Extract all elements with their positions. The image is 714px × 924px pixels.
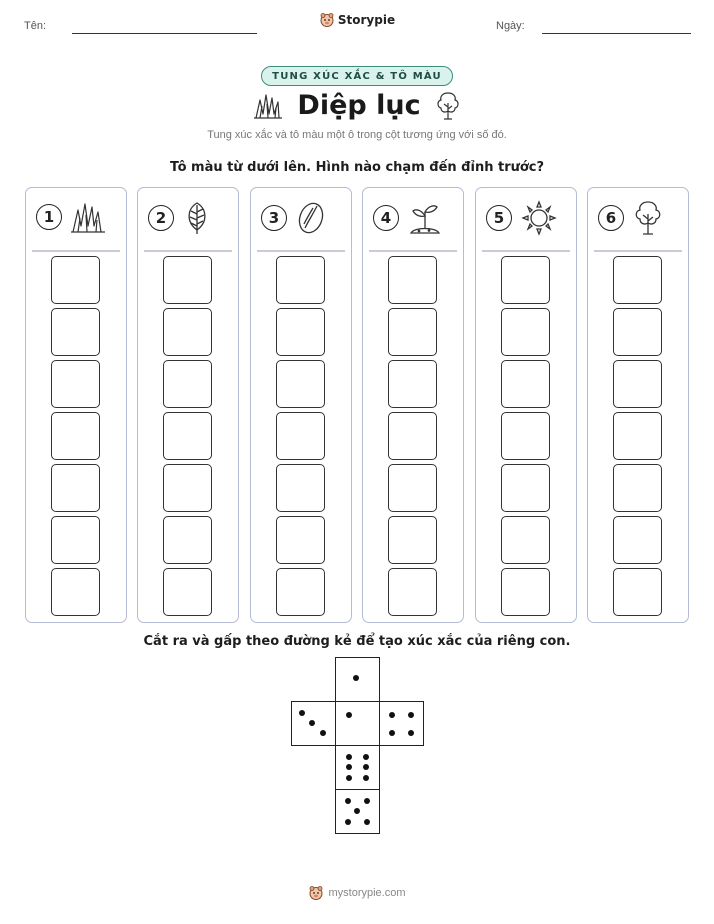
color-cell[interactable] — [388, 568, 437, 616]
cut-instruction: Cắt ra và gấp theo đường kẻ để tạo xúc xắc của riêng con. — [143, 634, 571, 649]
page-title: Diệp lục — [297, 90, 421, 121]
column-divider — [369, 250, 457, 252]
pip — [346, 775, 352, 781]
pip — [320, 730, 326, 736]
pip — [363, 775, 369, 781]
color-cell[interactable] — [276, 516, 325, 564]
tree-icon — [632, 200, 664, 236]
name-line — [72, 33, 257, 34]
column-4 — [362, 187, 464, 623]
color-cell[interactable] — [276, 568, 325, 616]
dice-face-5 — [335, 789, 380, 834]
storypie-mascot-icon — [308, 885, 324, 901]
column-3 — [250, 187, 352, 623]
color-cell[interactable] — [163, 464, 212, 512]
footer-url[interactable]: mystorypie.com — [328, 887, 406, 899]
column-6 — [587, 187, 689, 623]
pip — [364, 819, 370, 825]
date-line — [542, 33, 691, 34]
brand-name: Storypie — [337, 13, 396, 27]
color-cell[interactable] — [388, 516, 437, 564]
dice-face-1 — [335, 657, 380, 702]
color-cell[interactable] — [51, 412, 100, 460]
color-cell[interactable] — [51, 464, 100, 512]
color-cell[interactable] — [276, 308, 325, 356]
pip — [389, 712, 395, 718]
seed-icon — [295, 200, 327, 236]
dice-face-2 — [335, 701, 380, 746]
color-cell[interactable] — [276, 464, 325, 512]
color-cell[interactable] — [388, 308, 437, 356]
column-1 — [25, 187, 127, 623]
column-5 — [475, 187, 577, 623]
pip — [345, 819, 351, 825]
leaf-icon — [182, 200, 212, 236]
color-cell[interactable] — [163, 256, 212, 304]
color-cell[interactable] — [51, 360, 100, 408]
pip — [364, 798, 370, 804]
sun-icon — [520, 200, 558, 236]
color-cell[interactable] — [388, 464, 437, 512]
color-cell[interactable] — [51, 308, 100, 356]
color-cell[interactable] — [613, 412, 662, 460]
color-cell[interactable] — [163, 412, 212, 460]
pip — [363, 754, 369, 760]
pip — [354, 808, 360, 814]
pip — [363, 764, 369, 770]
dice-face-4 — [379, 701, 424, 746]
color-cell[interactable] — [613, 360, 662, 408]
color-cell[interactable] — [613, 516, 662, 564]
color-cell[interactable] — [388, 360, 437, 408]
color-cell[interactable] — [501, 412, 550, 460]
color-cell[interactable] — [276, 256, 325, 304]
footer — [0, 885, 714, 901]
column-number: 6 — [598, 205, 624, 231]
brand-logo — [0, 12, 714, 28]
color-cell[interactable] — [501, 360, 550, 408]
dice-face-6 — [335, 745, 380, 790]
color-cell[interactable] — [51, 256, 100, 304]
pip — [346, 712, 352, 718]
name-label: Tên: — [24, 20, 47, 32]
color-cell[interactable] — [388, 256, 437, 304]
pip — [353, 675, 359, 681]
color-cell[interactable] — [613, 308, 662, 356]
column-number: 2 — [148, 205, 174, 231]
pip — [345, 798, 351, 804]
column-number: 4 — [373, 205, 399, 231]
column-divider — [257, 250, 345, 252]
pip — [408, 712, 414, 718]
column-divider — [482, 250, 570, 252]
pip — [389, 730, 395, 736]
color-cell[interactable] — [613, 464, 662, 512]
sprout-icon — [407, 200, 443, 236]
column-divider — [144, 250, 232, 252]
column-2 — [137, 187, 239, 623]
coloring-instruction: Tô màu từ dưới lên. Hình nào chạm đến đỉnh trước? — [169, 160, 545, 175]
coloring-columns — [25, 187, 690, 623]
color-cell[interactable] — [501, 516, 550, 564]
column-divider — [594, 250, 682, 252]
pip — [346, 764, 352, 770]
color-cell[interactable] — [276, 360, 325, 408]
color-cell[interactable] — [613, 256, 662, 304]
color-cell[interactable] — [501, 256, 550, 304]
color-cell[interactable] — [501, 464, 550, 512]
color-cell[interactable] — [163, 516, 212, 564]
column-number: 5 — [486, 205, 512, 231]
color-cell[interactable] — [163, 360, 212, 408]
pip — [309, 720, 315, 726]
color-cell[interactable] — [51, 516, 100, 564]
grass-icon — [70, 200, 106, 234]
pip — [299, 710, 305, 716]
color-cell[interactable] — [501, 308, 550, 356]
subtitle: Tung xúc xắc và tô màu một ô trong cột tương ứng với số đó. — [207, 129, 507, 141]
color-cell[interactable] — [388, 412, 437, 460]
color-cell[interactable] — [613, 568, 662, 616]
date-label: Ngày: — [496, 20, 525, 32]
color-cell[interactable] — [501, 568, 550, 616]
color-cell[interactable] — [51, 568, 100, 616]
tree-icon — [435, 91, 461, 121]
activity-badge: TUNG XÚC XẮC & TÔ MÀU — [261, 66, 453, 86]
pip — [346, 754, 352, 760]
dice-face-3 — [291, 701, 336, 746]
color-cell[interactable] — [163, 568, 212, 616]
column-number: 1 — [36, 204, 62, 230]
column-number: 3 — [261, 205, 287, 231]
column-divider — [32, 250, 120, 252]
color-cell[interactable] — [163, 308, 212, 356]
storypie-mascot-icon — [319, 12, 335, 28]
pip — [408, 730, 414, 736]
grass-icon — [253, 92, 283, 120]
color-cell[interactable] — [276, 412, 325, 460]
